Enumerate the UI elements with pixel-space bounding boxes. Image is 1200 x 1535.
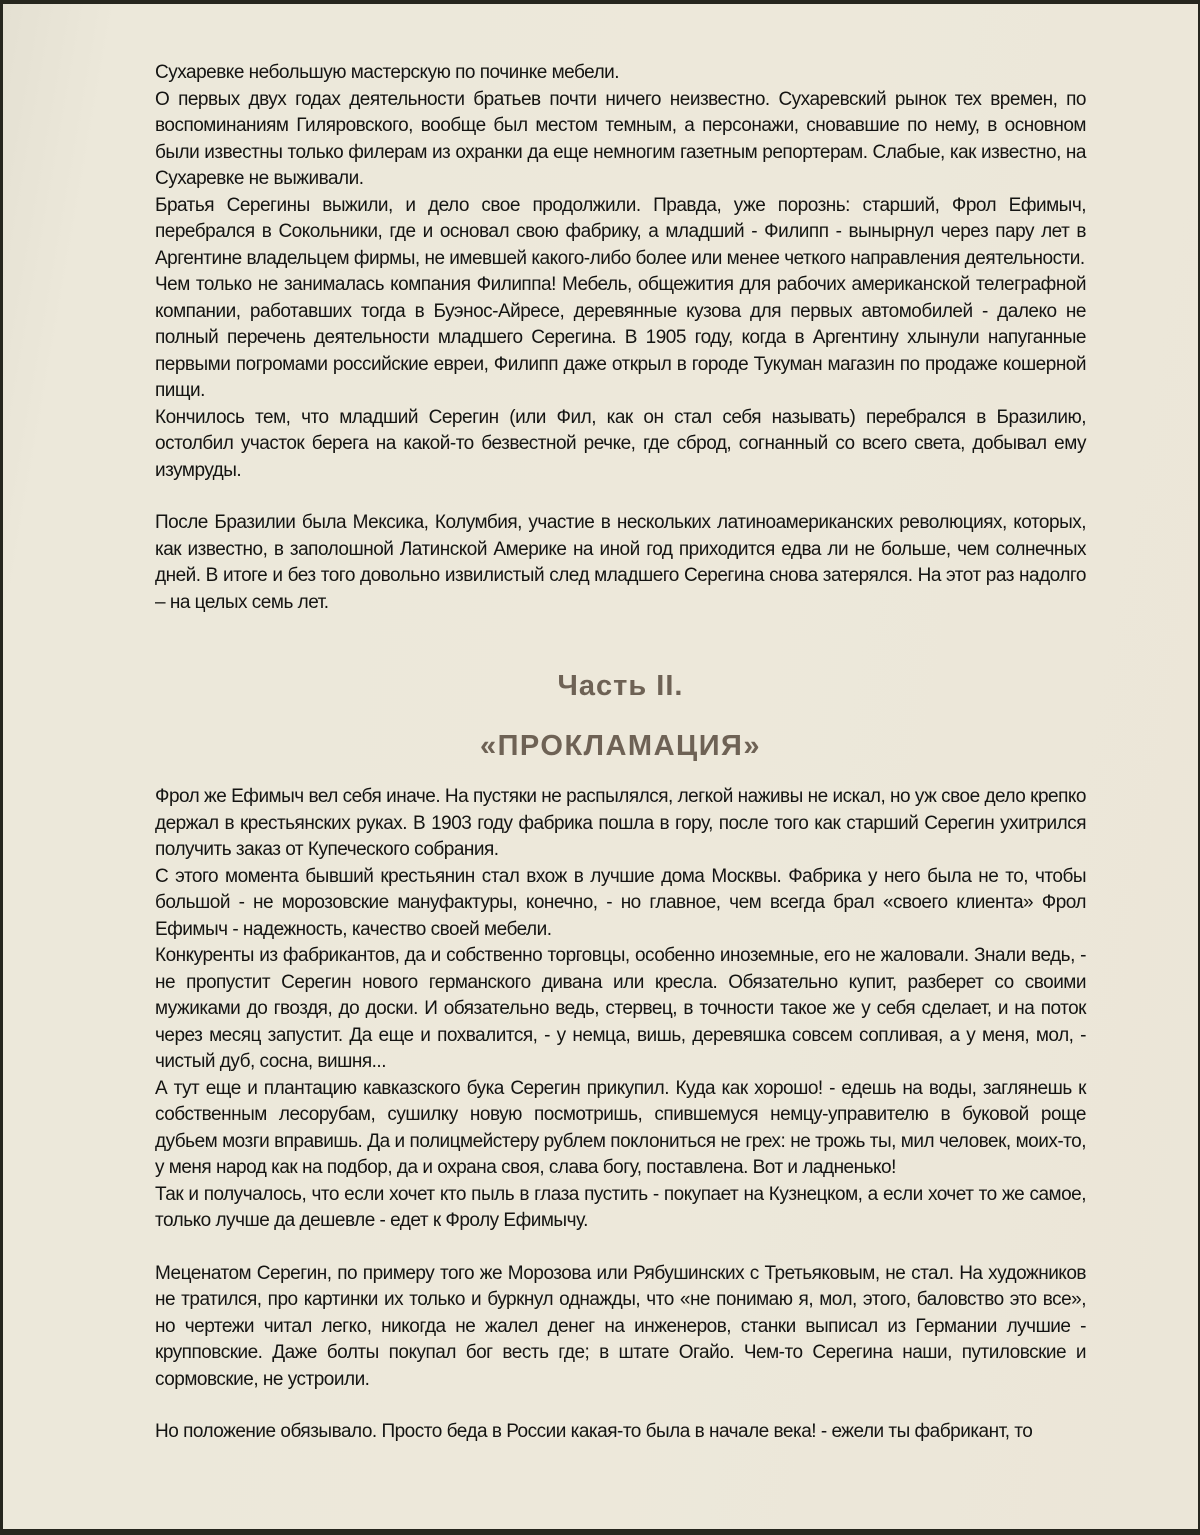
paragraph: Но положение обязывало. Просто беда в России какая-то была в начале века! - ежели ты фабрикант, то — [155, 1421, 1033, 1442]
chapter-heading — [155, 668, 1086, 764]
paragraph: Так и получалось, что если хочет кто пыль в глаза пустить - покупает на Кузнецком, а если хочет то же самое, только лучше да дешевле - едет к Фролу Ефимычу. — [155, 1183, 1086, 1231]
paragraph: Кончилось тем, что младший Серегин (или Фил, как он стал себя называть) перебрался в Бразилию, остолбил участок берега на какой-то безвестной речке, где сброд, согнанный со всего света, добывал ему изумруды. — [155, 406, 1086, 481]
blank-line — [155, 1235, 1086, 1261]
paragraph: О первых двух годах деятельности братьев почти ничего неизвестно. Сухаревский рынок тех времен, по воспоминаниям Гиляровского, вообще был местом темным, а персонажи, сновавшие по нему, в основном были известны только филерам из охранки да еще немногим газетным репортерам. Слабые, как известно, на Сухаревке не выживали. — [155, 88, 1086, 189]
chapter-title-heading: «ПРОКЛАМАЦИЯ» — [479, 730, 762, 762]
paragraph: А тут еще и плантацию кавказского бука Серегин прикупил. Куда как хорошо! - едешь на воды, заглянешь к собственным лесорубам, сушилку новую посмотришь, спившемуся немцу-управителю в буковой роще дубьем мозги вправишь. Да и полицмейстеру рублем поклониться не грех: не трожь ты, мил человек, моих-то, у меня народ как на подбор, да и охрана своя, слава богу, поставлена. Вот и ладненько! — [155, 1077, 1086, 1178]
blank-line — [155, 484, 1086, 510]
paragraph: Братья Серегины выжили, и дело свое продолжили. Правда, уже порознь: старший, Фрол Ефимыч, перебрался в Сокольники, где и основал свою фабрику, а младший - Филипп - вынырнул через пару лет в Аргентине владельцем фирмы, не имевшей какого-либо более или менее четкого направления деятельности. — [155, 194, 1086, 269]
paragraph: Фрол же Ефимыч вел себя иначе. На пустяки не распылялся, легкой наживы не искал, но уж свое дело крепко держал в крестьянских руках. В 1903 году фабрика пошла в гору, после того как старший Серегин ухитрился получить заказ от Купеческого собрания. — [155, 786, 1086, 860]
paragraph: После Бразилии была Мексика, Колумбия, участие в нескольких латиноамериканских революциях, которых, как известно, в заполошной Латинской Америке на иной год приходится едва ли не больше, чем солнечных дней. В итоге и без того довольно извилистый след младшего Серегина снова затерялся. На этот раз надолго – на целых семь лет. — [155, 512, 1086, 613]
paragraph: Меценатом Серегин, по примеру того же Морозова или Рябушинских с Третьяковым, не стал. На художников не тратился, про картинки их только и буркнул однажды, что «не понимаю я, мол, этого, баловство это все», но чертежи читал легко, никогда не жалел денег на инженеров, станки выписал из Германии лучшие - крупповские. Даже болты покупал бог весть где; в штате Огайо. Чем-то Серегина наши, путиловские и сормовские, не устроили. — [155, 1262, 1086, 1390]
paragraph: С этого момента бывший крестьянин стал вхож в лучшие дома Москвы. Фабрика у него была не то, чтобы большой - не морозовские мануфактуры, конечно, - но главное, чем всегда брал «своего клиента» Фрол Ефимыч - надежность, качество своей мебели. — [155, 865, 1086, 940]
paragraph: Сухаревке небольшую мастерскую по починке мебели. — [155, 62, 620, 83]
chapter-part-heading: Часть II. — [557, 670, 684, 702]
blank-line — [155, 1393, 1086, 1419]
paragraph: Конкуренты из фабрикантов, да и собственно торговцы, особенно иноземные, его не жаловали. Знали ведь, - не пропустит Серегин нового германского дивана или кресла. Обязательно купит, разберет со своими мужиками до гвоздя, до доски. И обязательно ведь, стервец, в точности такое же у себя сделает, и на поток через месяц запустит. Да еще и похвалится, - у немца, вишь, деревяшка совсем сопливая, а у меня, мол, - чистый дуб, сосна, вишня... — [155, 945, 1086, 1072]
book-page — [3, 4, 1198, 1529]
paragraph: Чем только не занималась компания Филиппа! Мебель, общежития для рабочих американской телеграфной компании, работавших тогда в Буэнос-Айресе, деревянные кузова для первых автомобилей - далеко не полный перечень деятельности младшего Серегина. В 1905 году, когда в Аргентину хлынули напуганные первыми погромами российские евреи, Филипп даже открыл в городе Тукуман магазин по продаже кошерной пищи. — [155, 274, 1086, 401]
